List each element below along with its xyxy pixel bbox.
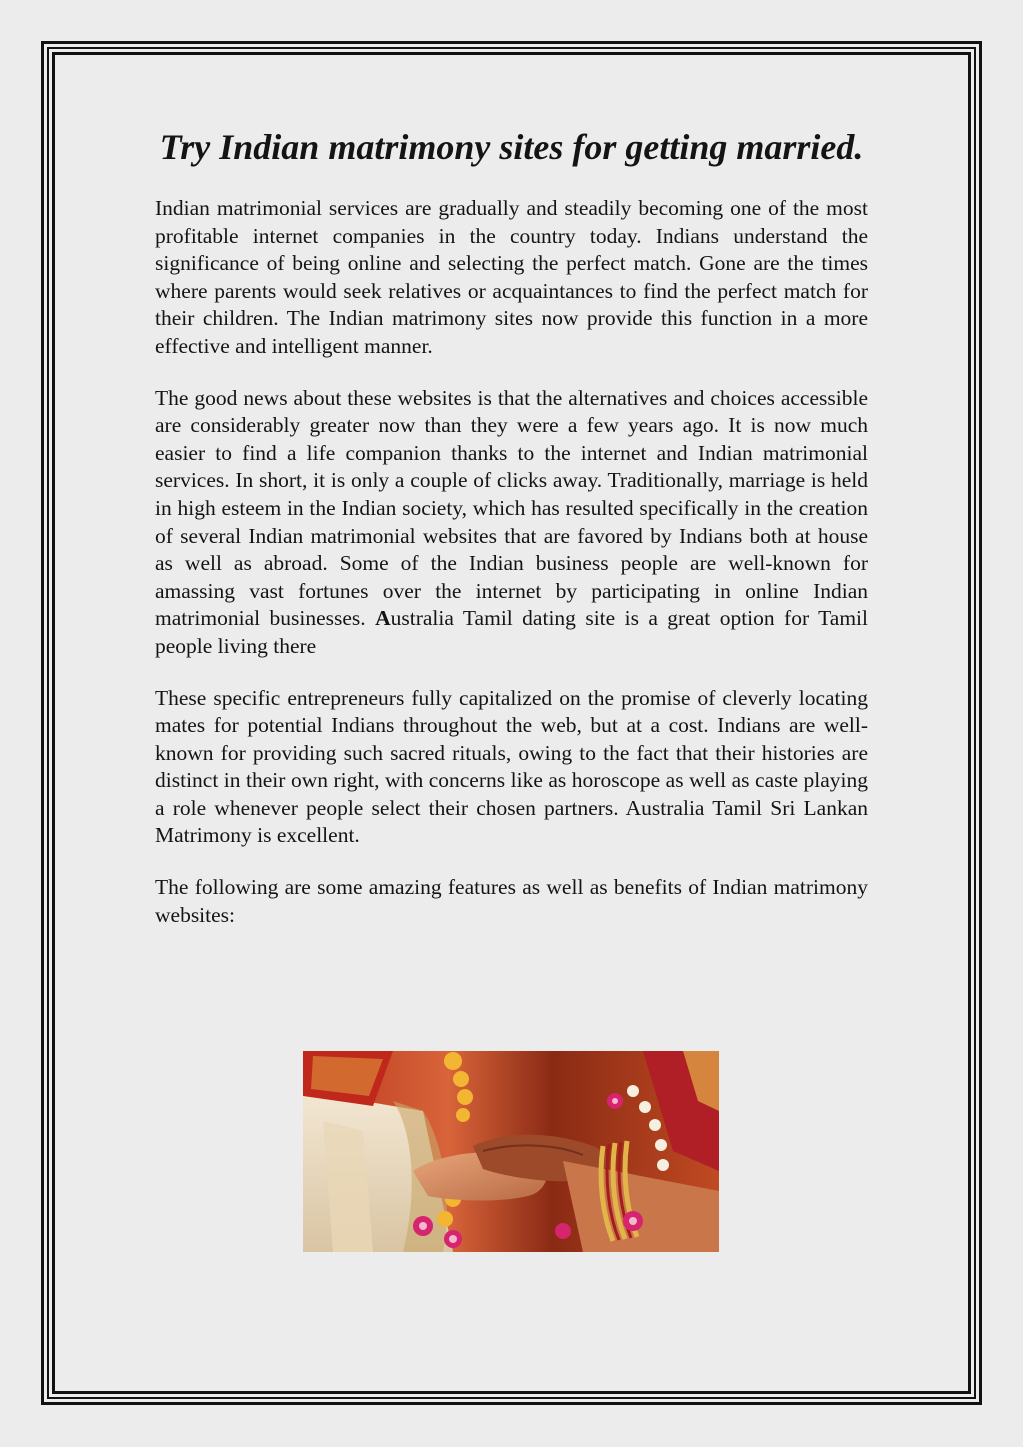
document-title: Try Indian matrimony sites for getting married. (159, 127, 864, 167)
paragraph-2-bold-letter: A (375, 606, 391, 631)
paragraph-4: The following are some amazing features as well as benefits of Indian matrimony websites: (155, 875, 868, 927)
document-body (155, 126, 868, 953)
paragraph-2-tail: ustralia Tamil dating site is a great option for Tamil people living there (155, 606, 868, 658)
paragraph-2-main: The good news about these websites is that the alternatives and choices accessible are considerably greater now than they were a few years ago. It is now much easier to find a life companion thanks to the internet and Indian matrimonial services. In short, it is only a couple of clicks away. Traditionally, marriage is held in high esteem in the Indian society, which has resulted specifically in the creation of several Indian matrimonial websites that are favored by Indians both at house as well as abroad. Some of the Indian business people are well-known for amassing vast fortunes over the internet by participating in online Indian matrimonial businesses. (155, 385, 868, 631)
paragraph-3: These specific entrepreneurs fully capitalized on the promise of cleverly locating mates for potential Indians throughout the web, but at a cost. Indians are well-known for providing such sacred rituals, owing to the fact that their histories are distinct in their own right, with concerns like as horoscope as well as caste playing a role whenever people select their chosen partners. Australia Tamil Sri Lankan Matrimony is excellent. (155, 685, 868, 848)
wedding-hands-photo (303, 1051, 719, 1252)
paragraph-2 (155, 385, 868, 661)
paragraph-1: Indian matrimonial services are gradually and steadily becoming one of the most profitable internet companies in the country today. Indians understand the significance of being online and selecting the perfect match. Gone are the times where parents would seek relatives or acquaintances to find the perfect match for their children. The Indian matrimony sites now provide this function in a more effective and intelligent manner. (155, 196, 868, 358)
